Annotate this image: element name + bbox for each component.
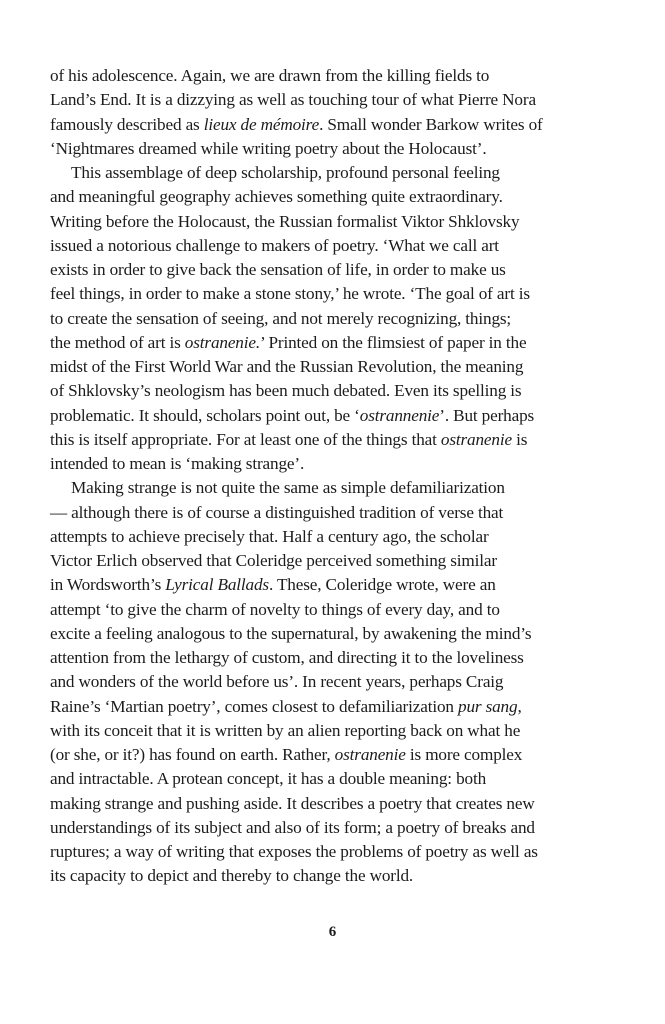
page-body bbox=[50, 64, 595, 889]
text-run: excite a feeling analogous to the supernatural, by awakening the mind’s bbox=[50, 623, 532, 643]
text-line bbox=[50, 549, 595, 573]
text-run: the method of art is bbox=[50, 332, 185, 352]
text-run: to create the sensation of seeing, and not merely recognizing, things; bbox=[50, 308, 512, 328]
text-line bbox=[50, 185, 595, 209]
text-line bbox=[50, 379, 595, 403]
text-run: . These, Coleridge wrote, were an bbox=[268, 575, 496, 595]
text-run: understandings of its subject and also of its form; a poetry of breaks and bbox=[50, 817, 535, 837]
text-line bbox=[50, 622, 595, 646]
text-line bbox=[50, 743, 595, 767]
text-run: Making strange is not quite the same as simple defamiliarization bbox=[71, 478, 505, 498]
text-run: This assemblage of deep scholarship, profound personal feeling bbox=[71, 163, 500, 182]
text-run: its capacity to depict and thereby to change the world. bbox=[50, 866, 414, 886]
text-line bbox=[50, 792, 595, 816]
text-line bbox=[50, 840, 595, 864]
italic-text: ostranenie bbox=[440, 429, 512, 449]
text-line bbox=[50, 525, 595, 549]
text-run: and meaningful geography achieves something quite extraordinary. bbox=[50, 187, 503, 207]
italic-text: Lyrical Ballads bbox=[165, 575, 269, 595]
text-line bbox=[50, 864, 595, 888]
text-run: with its conceit that it is written by an alien reporting back on what he bbox=[50, 720, 521, 740]
text-line bbox=[50, 258, 595, 282]
text-run: issued a notorious challenge to makers of poetry. ‘What we call art bbox=[50, 235, 499, 255]
paragraph bbox=[50, 476, 595, 888]
text-run: and intractable. A protean concept, it has a double meaning: both bbox=[50, 769, 487, 789]
text-line bbox=[50, 428, 595, 452]
text-run: — although there is of course a distinguished tradition of verse that bbox=[50, 502, 504, 522]
text-line bbox=[50, 210, 595, 234]
text-line bbox=[50, 670, 595, 694]
text-line bbox=[50, 137, 595, 161]
italic-text: lieux de mémoire bbox=[203, 114, 320, 134]
text-run: this is itself appropriate. For at least one of the things that bbox=[50, 429, 441, 449]
text-run: Writing before the Holocaust, the Russian formalist Viktor Shklovsky bbox=[50, 211, 520, 231]
text-run: of Shklovsky’s neologism has been much debated. Even its spelling is bbox=[50, 381, 522, 401]
text-run: attempt ‘to give the charm of novelty to things of every day, and to bbox=[50, 599, 500, 619]
text-line bbox=[50, 355, 595, 379]
text-line bbox=[50, 234, 595, 258]
text-run: , bbox=[517, 696, 522, 716]
text-line bbox=[50, 816, 595, 840]
text-line bbox=[50, 573, 595, 597]
text-run: Land’s End. It is a dizzying as well as touching tour of what Pierre Nora bbox=[50, 90, 536, 110]
text-run: is bbox=[511, 429, 528, 449]
italic-text: ostrannenie bbox=[359, 405, 440, 425]
text-run: in Wordsworth’s bbox=[50, 575, 166, 595]
text-run: attempts to achieve precisely that. Half a century ago, the scholar bbox=[50, 526, 489, 546]
text-run: ’. But perhaps bbox=[439, 405, 535, 425]
italic-text: pur sang bbox=[458, 696, 518, 716]
text-line bbox=[50, 64, 595, 88]
text-run: and wonders of the world before us’. In recent years, perhaps Craig bbox=[50, 672, 504, 692]
text-run: Victor Erlich observed that Coleridge perceived something similar bbox=[50, 551, 497, 570]
text-line bbox=[50, 501, 595, 525]
text-run: ‘Nightmares dreamed while writing poetry about the Holocaust’. bbox=[50, 138, 487, 158]
text-line bbox=[50, 452, 595, 476]
text-run: famously described as bbox=[50, 114, 204, 134]
text-run: . Small wonder Barkow writes of bbox=[319, 114, 543, 134]
text-line bbox=[50, 88, 595, 112]
text-run: attention from the lethargy of custom, and directing it to the loveliness bbox=[50, 648, 524, 667]
text-run: problematic. It should, scholars point out, be ‘ bbox=[50, 405, 360, 425]
text-run: making strange and pushing aside. It describes a poetry that creates new bbox=[50, 793, 535, 813]
italic-text: ostranenie bbox=[334, 745, 406, 764]
text-run: midst of the First World War and the Russian Revolution, the meaning bbox=[50, 357, 524, 376]
text-line bbox=[50, 282, 595, 306]
text-run: exists in order to give back the sensation of life, in order to make us bbox=[50, 260, 506, 279]
text-run: (or she, or it?) has found on earth. Rather, bbox=[50, 745, 335, 764]
text-run: of his adolescence. Again, we are drawn from the killing fields to bbox=[50, 66, 490, 85]
italic-text: ostranenie. bbox=[184, 332, 261, 352]
text-run: intended to mean is ‘making strange’. bbox=[50, 454, 305, 473]
text-line bbox=[50, 767, 595, 791]
text-line bbox=[50, 598, 595, 622]
text-run: is more complex bbox=[405, 745, 523, 764]
text-line bbox=[50, 113, 595, 137]
text-line bbox=[50, 404, 595, 428]
text-line bbox=[50, 695, 595, 719]
text-run: ruptures; a way of writing that exposes the problems of poetry as well as bbox=[50, 842, 538, 861]
text-line bbox=[50, 476, 595, 500]
text-line bbox=[50, 161, 595, 185]
paragraph bbox=[50, 161, 595, 476]
page-number: 6 bbox=[328, 924, 337, 940]
text-run: Raine’s ‘Martian poetry’, comes closest to defamiliarization bbox=[50, 696, 458, 716]
text-line bbox=[50, 331, 595, 355]
text-line bbox=[50, 719, 595, 743]
text-line bbox=[50, 307, 595, 331]
paragraph bbox=[50, 64, 595, 161]
text-run: ’ Printed on the flimsiest of paper in the bbox=[260, 332, 527, 352]
text-line bbox=[50, 646, 595, 670]
text-run: feel things, in order to make a stone stony,’ he wrote. ‘The goal of art is bbox=[50, 284, 530, 304]
